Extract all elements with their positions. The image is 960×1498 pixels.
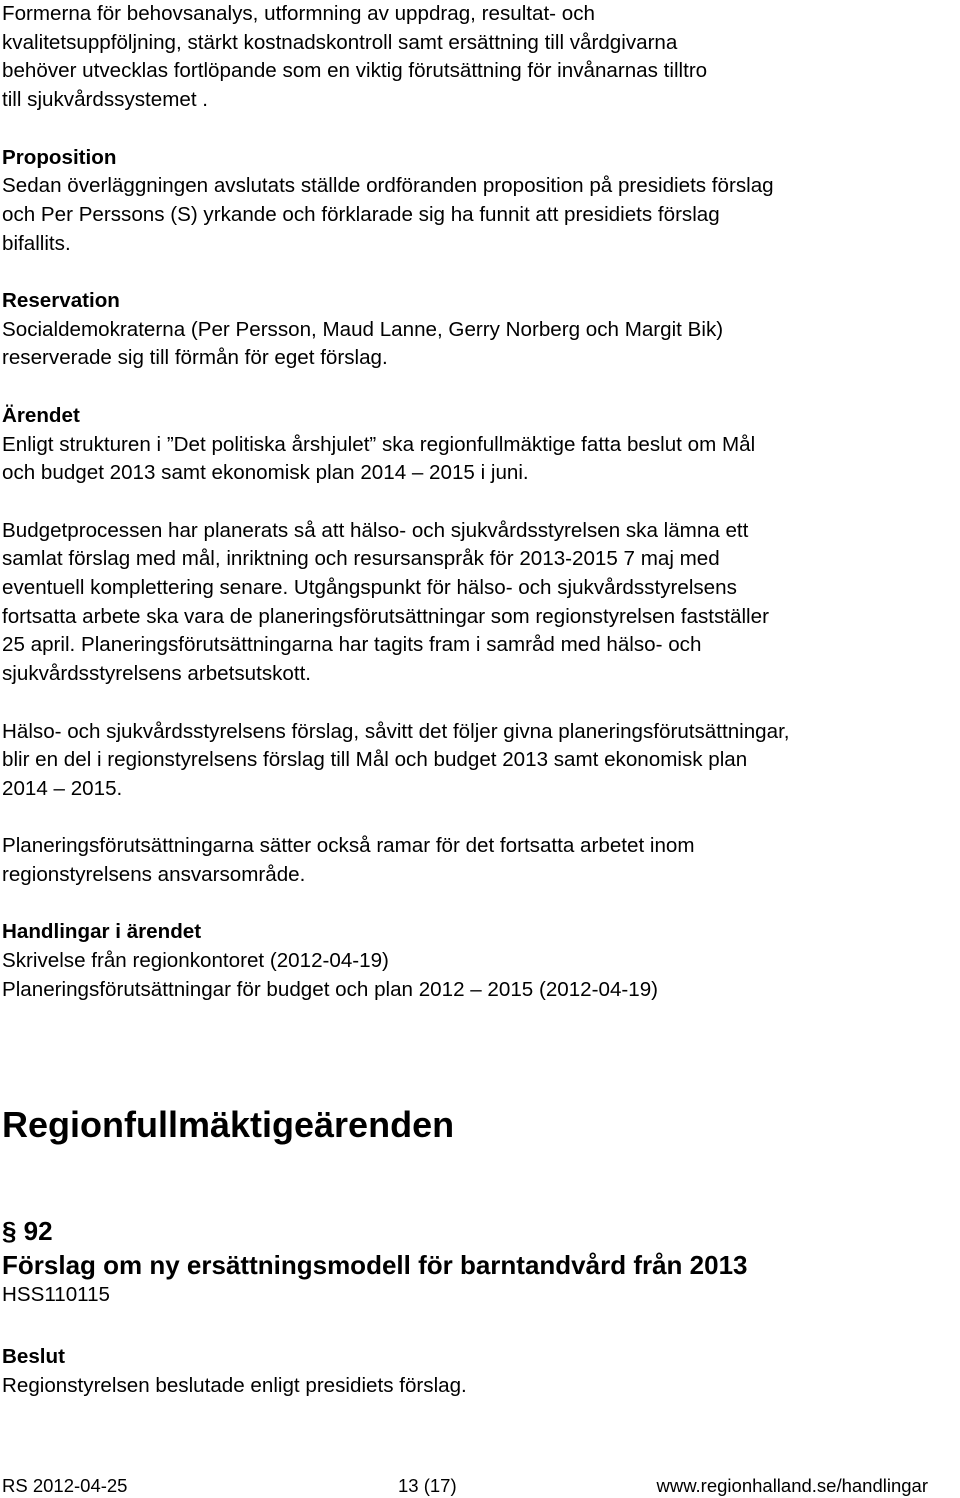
handlingar-line: Skrivelse från regionkontoret (2012-04-19) [2,949,389,973]
budget-line: Budgetprocessen har planerats så att hälso- och sjukvårdsstyrelsen ska lämna ett [2,518,749,542]
forslag-line: Hälso- och sjukvårdsstyrelsens förslag, såvitt det följer givna planeringsförutsättningar, [2,719,790,743]
handlingar-line: Planeringsförutsättningar för budget och plan 2012 – 2015 (2012-04-19) [2,977,659,1001]
forslag-paragraph [2,718,960,804]
arendet-heading: Ärendet [2,403,80,427]
arendet-line: och budget 2013 samt ekonomisk plan 2014 – 2015 i juni. [2,461,529,485]
intro-paragraph [2,0,960,115]
footer-url: www.regionhalland.se/handlingar [656,1475,928,1496]
reservation-heading: Reservation [2,289,120,312]
ramar-line: Planeringsförutsättningarna sätter också ramar för det fortsatta arbetet inom [2,834,695,858]
reservation-section [2,287,960,373]
arendet-line: Enligt strukturen i ”Det politiska årshjulet” ska regionfullmäktige fatta beslut om Mål [2,432,756,456]
ramar-line: regionstyrelsens ansvarsområde. [2,863,306,886]
arendet-section [2,402,960,488]
reservation-line: reserverade sig till förmån för eget förslag. [2,346,388,370]
handlingar-section [2,918,960,1004]
budget-line: fortsatta arbete ska vara de planeringsförutsättningar som regionstyrelsen fastställer [2,604,769,628]
intro-line: Formerna för behovsanalys, utformning av uppdrag, resultat- och [2,2,595,25]
intro-line: till sjukvårdssystemet . [2,88,208,112]
reservation-line: Socialdemokraterna (Per Persson, Maud Lanne, Gerry Norberg och Margit Bik) [2,317,724,341]
forslag-line: blir en del i regionstyrelsens förslag till Mål och budget 2013 samt ekonomisk plan [2,748,748,772]
case-number: § 92 [2,1216,53,1246]
intro-line: behöver utvecklas fortlöpande som en viktig förutsättning för invånarnas tilltro [2,59,708,83]
budget-paragraph [2,517,960,689]
proposition-section [2,144,960,259]
ramar-paragraph [2,832,960,889]
forslag-line: 2014 – 2015. [2,776,123,800]
case-block [2,1213,952,1309]
proposition-line: bifallits. [2,231,71,255]
beslut-heading: Beslut [2,1345,65,1368]
case-code: HSS110115 [2,1283,111,1306]
case-title: Förslag om ny ersättningsmodell för barntandvård från 2013 [2,1250,748,1280]
footer-page-number: 13 (17) [398,1475,457,1496]
page-footer [2,1474,954,1498]
proposition-line: Sedan överläggningen avslutats ställde ordföranden proposition på presidiets förslag [2,174,774,198]
beslut-section [2,1343,952,1400]
budget-line: sjukvårdsstyrelsens arbetsutskott. [2,662,312,686]
budget-line: samlat förslag med mål, inriktning och resursanspråk för 2013-2015 7 maj med [2,547,720,571]
handlingar-heading: Handlingar i ärendet [2,920,202,944]
beslut-text: Regionstyrelsen beslutade enligt presidiets förslag. [2,1373,467,1397]
proposition-line: och Per Perssons (S) yrkande och förklarade sig ha funnit att presidiets förslag [2,202,720,226]
budget-line: eventuell komplettering senare. Utgångspunkt för hälso- och sjukvårdsstyrelsens [2,576,737,599]
proposition-heading: Proposition [2,145,117,169]
intro-line: kvalitetsuppföljning, stärkt kostnadskontroll samt ersättning till vårdgivarna [2,30,678,54]
budget-line: 25 april. Planeringsförutsättningarna har tagits fram i samråd med hälso- och [2,633,702,657]
section-heading: Regionfullmäktigeärenden [2,1104,455,1145]
footer-date: RS 2012-04-25 [2,1475,128,1496]
